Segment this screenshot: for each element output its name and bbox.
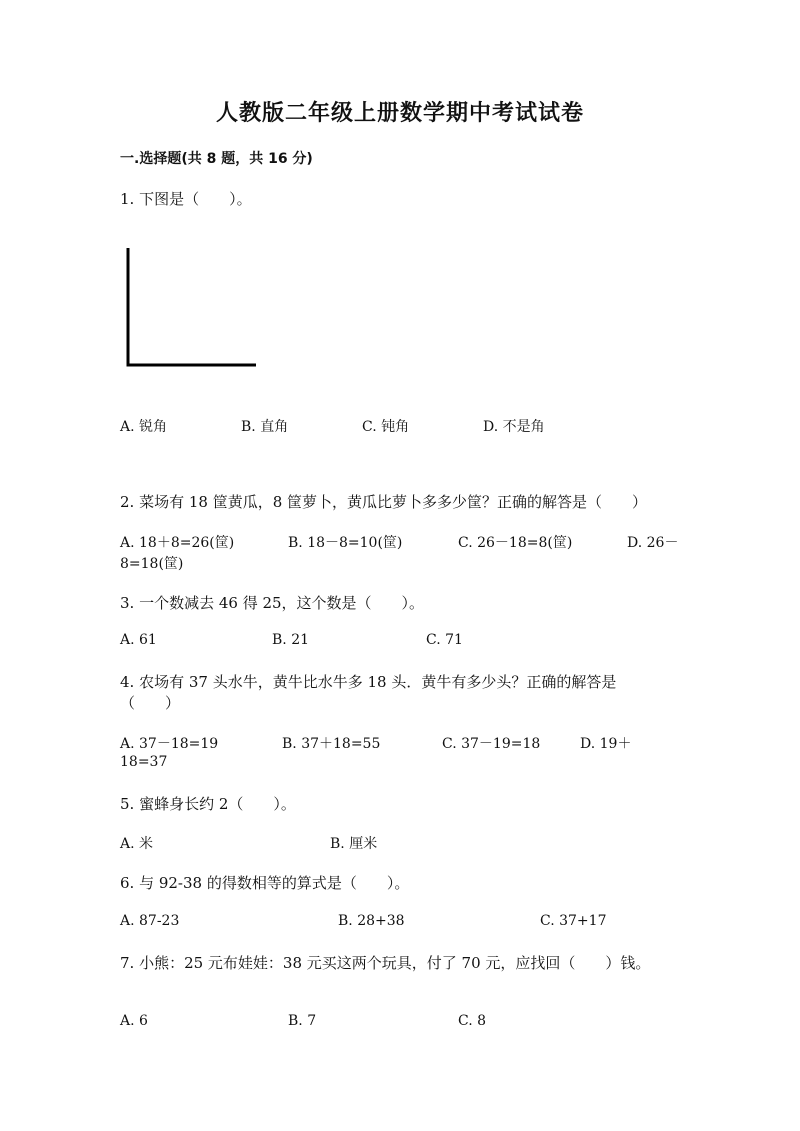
question-1-option-a: A. 锐角 [120,419,168,435]
question-4-option-d-continued: 18=37 [120,754,168,770]
question-5-option-b: B. 厘米 [330,836,378,852]
question-6-option-b: B. 28+38 [338,913,405,929]
question-4-option-c: C. 37－19=18 [442,736,541,752]
question-7-option-b: B. 7 [288,1013,317,1029]
question-7-stem: 7. 小熊：25 元布娃娃：38 元买这两个玩具，付了 70 元，应找回（ ）钱。 [120,954,651,972]
question-1-option-b: B. 直角 [241,419,289,435]
question-7-option-a: A. 6 [120,1013,148,1029]
exam-title: 人教版二年级上册数学期中考试试卷 [215,101,584,126]
question-3-option-b: B. 21 [272,632,310,648]
question-5-option-a: A. 米 [120,836,154,852]
question-2-option-d-continued: 8=18(筐) [120,556,184,572]
question-7-option-c: C. 8 [458,1013,487,1029]
question-2-stem: 2. 菜场有 18 筐黄瓜，8 筐萝卜，黄瓜比萝卜多多少筐？正确的解答是（ ） [120,493,648,511]
section-heading: 一.选择题(共 8 题，共 16 分) [120,151,313,167]
question-2-option-d: D. 26－ [627,535,679,551]
question-3-stem: 3. 一个数减去 46 得 25，这个数是（ ）。 [120,594,425,612]
question-2-option-b: B. 18－8=10(筐) [288,535,403,551]
question-6-stem: 6. 与 92-38 的得数相等的算式是（ ）。 [120,874,410,892]
question-3-option-c: C. 71 [426,632,463,648]
question-4-option-a: A. 37－18=19 [120,736,219,752]
question-4-stem-continued: （ ） [120,694,181,712]
angle-figure [124,246,260,370]
question-2-option-c: C. 26－18=8(筐) [458,535,573,551]
question-4-option-d: D. 19＋ [580,736,632,752]
question-4-option-b: B. 37＋18=55 [282,736,381,752]
question-6-option-a: A. 87-23 [120,913,180,929]
question-1-option-d: D. 不是角 [483,419,545,435]
question-5-stem: 5. 蜜蜂身长约 2（ ）。 [120,795,296,813]
question-1-stem: 1. 下图是（ ）。 [120,190,252,208]
question-4-stem: 4. 农场有 37 头水牛，黄牛比水牛多 18 头．黄牛有多少头？正确的解答是 [120,673,617,691]
question-1-option-c: C. 钝角 [362,419,410,435]
question-6-option-c: C. 37+17 [540,913,607,929]
question-3-option-a: A. 61 [120,632,157,648]
question-2-option-a: A. 18＋8=26(筐) [120,535,235,551]
